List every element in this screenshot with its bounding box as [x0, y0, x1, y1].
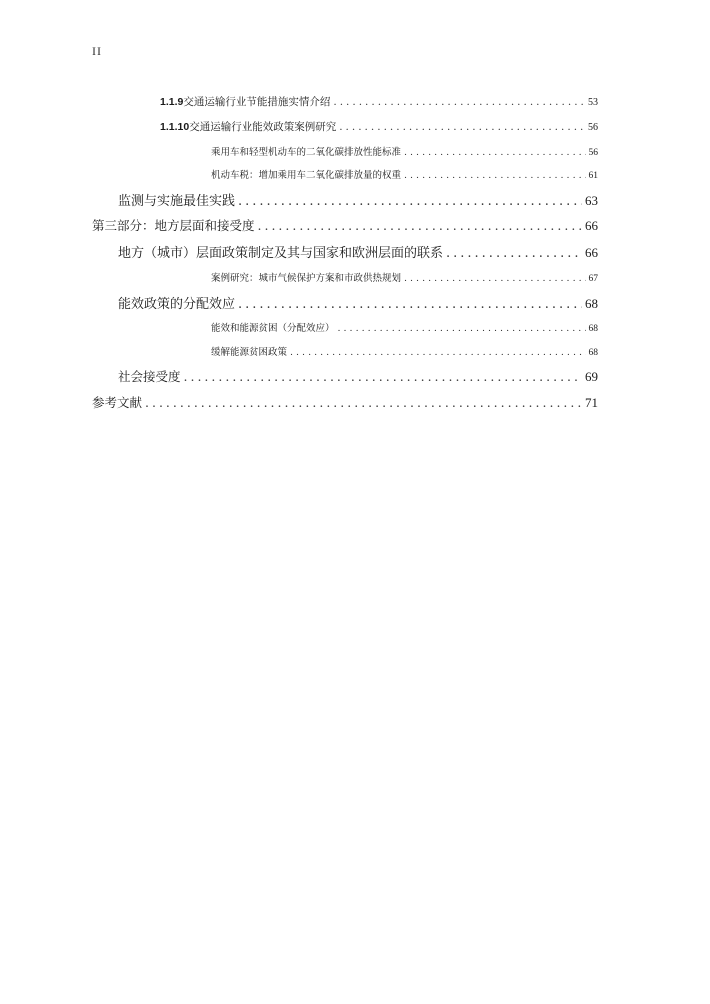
toc-leader-dots [446, 246, 582, 261]
toc-entry[interactable] [211, 167, 598, 181]
toc-entry-page: 68 [585, 296, 598, 311]
toc-entry-title: 地方（城市）层面政策制定及其与国家和欧洲层面的联系 [118, 246, 444, 261]
toc-leader-dots [404, 147, 585, 158]
toc-entry[interactable] [118, 293, 598, 312]
page-number: II [92, 44, 102, 58]
toc-entry-page: 67 [588, 274, 598, 284]
toc-entry[interactable] [211, 270, 598, 284]
toc-entry-title: 缓解能源贫困政策 [211, 347, 288, 358]
toc-leader-dots [290, 347, 585, 358]
toc-leader-dots [184, 369, 582, 384]
toc-entry[interactable] [92, 393, 598, 411]
toc-entry[interactable] [160, 119, 598, 134]
toc-entry[interactable] [118, 242, 598, 261]
toc-leader-dots [258, 218, 582, 233]
toc-entry-title: 案例研究：城市气候保护方案和市政供热规划 [211, 273, 402, 284]
toc-leader-dots [333, 96, 585, 108]
toc-leader-dots [238, 297, 582, 312]
toc-leader-dots [338, 323, 586, 334]
toc-entry-page: 66 [585, 218, 598, 233]
toc-entry-page: 61 [588, 171, 598, 181]
toc-entry-title: 交通运输行业能效政策案例研究 [189, 121, 337, 133]
toc-entry-page: 66 [585, 245, 598, 260]
toc-leader-dots [238, 194, 582, 209]
toc-entry-number: 1.1.10 [160, 121, 190, 133]
toc-entry-title: 第三部分：地方层面和接受度 [92, 218, 255, 233]
toc-entry-page: 56 [588, 122, 598, 133]
toc-entry-title: 乘用车和轻型机动车的二氧化碳排放性能标准 [211, 147, 402, 158]
toc-entry[interactable] [160, 94, 598, 109]
toc-entry[interactable] [118, 190, 598, 209]
toc-entry-title: 能效政策的分配效应 [118, 297, 236, 312]
toc-entry-title: 机动车税：增加乘用车二氧化碳排放量的权重 [211, 170, 402, 181]
toc-entry-page: 68 [588, 324, 598, 334]
toc-entry-page: 63 [585, 193, 598, 208]
toc-leader-dots [404, 170, 585, 181]
toc-entry-title: 监测与实施最佳实践 [118, 194, 236, 209]
toc-entry-number: 1.1.9 [160, 96, 184, 108]
toc-entry-page: 71 [585, 395, 598, 410]
toc-entry-page: 56 [588, 148, 598, 158]
toc-entry[interactable] [118, 367, 598, 385]
toc-entry[interactable] [211, 144, 598, 158]
toc-entry-title: 交通运输行业节能措施实情介绍 [183, 96, 331, 108]
toc-leader-dots [404, 273, 585, 284]
toc-leader-dots [339, 121, 585, 133]
toc-entry-title: 社会接受度 [118, 369, 181, 384]
toc-entry-page: 68 [588, 348, 598, 358]
toc-entry[interactable] [211, 344, 598, 358]
toc-entry-title: 参考文献 [92, 395, 143, 410]
toc-entry[interactable] [211, 320, 598, 334]
toc-entry-title: 能效和能源贫困（分配效应） [211, 323, 335, 334]
toc-entry[interactable] [92, 216, 598, 234]
toc-entry-page: 53 [588, 97, 598, 108]
toc-entry-page: 69 [585, 369, 598, 384]
toc-leader-dots [145, 395, 582, 410]
